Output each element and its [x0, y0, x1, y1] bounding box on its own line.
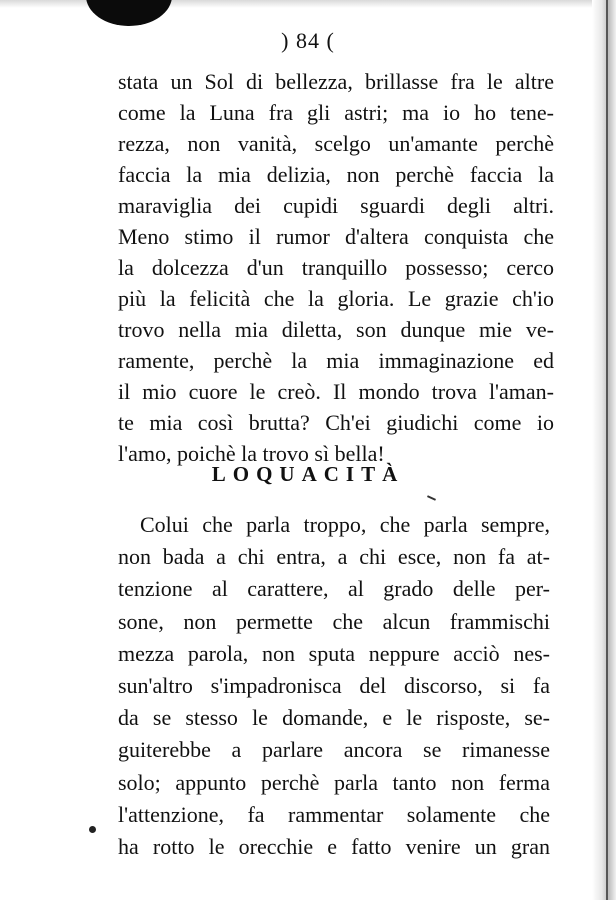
text-line: guiterebbe a parlare ancora se rimanesse: [118, 737, 550, 763]
text-line: più la felicità che la gloria. Le grazie ch'io: [118, 286, 554, 311]
text-line: sone, non permette che alcun frammischi: [118, 608, 550, 634]
text-line: maraviglia dei cupidi sguardi degli altri.: [118, 193, 554, 218]
text-line: la dolcezza d'un tranquillo possesso; cerco: [118, 255, 554, 280]
text-line: te mia così brutta? Ch'ei giudichi come io: [118, 410, 554, 435]
text-line: tenzione al carattere, al grado delle per-: [118, 576, 550, 602]
text-line: non bada a chi entra, a chi esce, non fa at-: [118, 544, 550, 570]
ink-blot: [86, 0, 172, 26]
text-line: come la Luna fra gli astri; ma io ho tene-: [118, 100, 554, 125]
page-binding-edge: [592, 0, 616, 900]
paragraph-1: [118, 66, 554, 469]
text-line: Meno stimo il rumor d'altera conquista che: [118, 224, 554, 249]
section-heading: LOQUACITÀ: [211, 462, 405, 486]
text-line: ha rotto le orecchie e fatto venire un gran: [118, 833, 550, 859]
text-line: ramente, perchè la mia immaginazione ed: [118, 348, 554, 373]
text-line: da se stesso le domande, e le risposte, se-: [118, 705, 550, 731]
text-line: trovo nella mia diletta, son dunque mie ve-: [118, 317, 554, 342]
text-line: l'amo, poichè la trovo sì bella!: [118, 441, 385, 466]
text-line: Colui che parla troppo, che parla sempre,: [140, 512, 550, 537]
page-number: ) 84 (: [281, 28, 335, 53]
text-line: sun'altro s'impadronisca del discorso, si fa: [118, 672, 550, 698]
text-line: rezza, non vanità, scelgo un'amante perchè: [118, 131, 554, 156]
text-line: faccia la mia delizia, non perchè faccia la: [118, 162, 554, 187]
text-line: solo; appunto perchè parla tanto non ferma: [118, 769, 550, 795]
paragraph-2: [118, 509, 550, 863]
text-line: il mio cuore le creò. Il mondo trova l'aman-: [118, 379, 554, 404]
text-line: mezza parola, non sputa neppure acciò nes-: [118, 640, 550, 666]
ink-speck: [89, 826, 96, 833]
text-line: l'attenzione, fa rammentar solamente che: [118, 801, 550, 827]
print-mark: [427, 495, 436, 501]
text-line: stata un Sol di bellezza, brillasse fra le altre: [118, 69, 554, 94]
